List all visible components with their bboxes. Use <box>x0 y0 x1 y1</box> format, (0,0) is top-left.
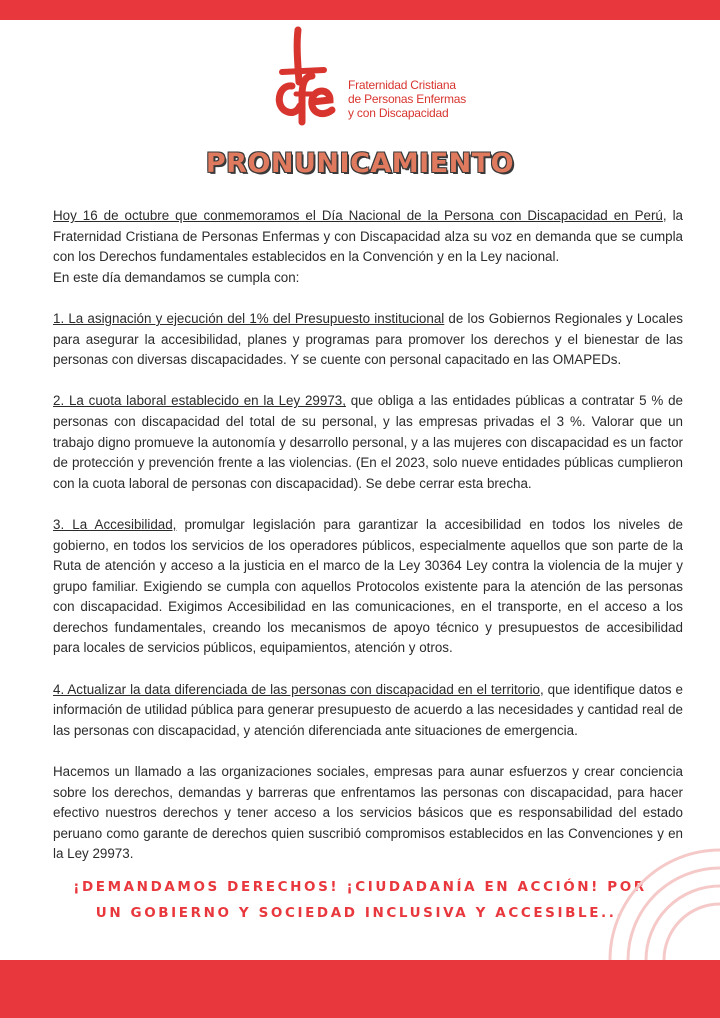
point-text: de los Gobiernos Regionales y Locales para asegurar la accesibilidad, planes y programas para promover los derechos y el bienestar de las personas con diversas discapacidades. Y se cuente con personal capacitado en las OMAPEDs. <box>53 310 683 368</box>
bottom-color-band <box>0 960 720 1018</box>
document-body <box>53 206 683 865</box>
point-text: , que identifique datos e información de utilidad pública para generar presupuesto de acuerdo a las necesidades y cantidad real de las personas con discapacidad, y atención diferenciada ante situaciones de emergencia. <box>53 681 683 738</box>
cfe-logo-mark-icon <box>268 26 348 126</box>
slogan <box>60 874 660 926</box>
slogan-line: ¡DEMANDAMOS DERECHOS! ¡CIUDADANÍA EN ACCIÓN! POR <box>73 879 647 895</box>
organization-logo <box>268 26 468 126</box>
closing-paragraph: Hacemos un llamado a las organizaciones sociales, empresas para aunar esfuerzos y crear conciencia sobre los derechos, demandas y barreras que enfrentamos las personas con discapacidad, para hacer efectivo nuestros derechos y tener acceso a los servicios básicos que es responsabilidad del estado peruano como garante de derechos quien suscribió compromisos establecidos en las Convenciones y en la Ley 29973. <box>53 764 683 862</box>
point-heading: 4. Actualizar la data diferenciada de las personas con discapacidad en el territorio <box>53 681 540 697</box>
demand-point-1 <box>53 309 683 371</box>
document-title: PRONUNICAMIENTO <box>205 148 515 179</box>
logo-line: y con Discapacidad <box>348 106 449 120</box>
logo-line: Fraternidad Cristiana <box>348 78 456 92</box>
logo-line: de Personas Enfermas <box>348 92 467 106</box>
intro-rest: , la Fraternidad Cristiana de Personas Enfermas y con Discapacidad alza su voz en demanda que se cumpla con los Derechos fundamentales establecidos en la Convención y en la Ley nacional. <box>53 208 683 265</box>
point-text: que obliga a las entidades públicas a contratar 5 % de personas con discapacidad del total de su personal, y las empresas privadas el 3 %. Valorar que un trabajo digno promueve la autonomía y desarrollo personal, y a las mujeres con discapacidad es un factor de protección y prevención frente a las violencias. (En el 2023, solo nueve entidades públicas cumplieron con la cuota laboral de personas con discapacidad). Se debe cerrar esta brecha. <box>53 393 683 491</box>
point-heading: 3. La Accesibilidad, <box>53 516 177 532</box>
slogan-line: UN GOBIERNO Y SOCIEDAD INCLUSIVA Y ACCESIBLE... <box>95 905 625 921</box>
top-color-band <box>0 0 720 20</box>
decorative-arcs-icon <box>600 830 720 960</box>
point-heading: 1. La asignación y ejecución del 1% del Presupuesto institucional <box>53 310 445 326</box>
demand-point-3 <box>53 515 683 659</box>
point-heading: 2. La cuota laboral establecido en la Ley 29973, <box>53 393 346 409</box>
intro-line2: En este día demandamos se cumpla con: <box>53 269 300 285</box>
demand-point-2 <box>53 391 683 494</box>
point-text: promulgar legislación para garantizar la accesibilidad en todos los niveles de gobierno, en todos los servicios de los operadores públicos, especialmente aquellos que son parte de la Ruta de atención y acceso a la justicia en el marco de la Ley 30364 Ley contra la violencia de la mujer y grupo familiar. Exigiendo se cumpla con aquellos Protocolos existente para la atención de las personas con discapacidad. Exigimos Accesibilidad en las comunicaciones, en el transporte, en el acceso a los derechos fundamentales, creando los mecanismos de apoyo técnico y presupuestos de accesibilidad para locales de servicios públicos, equipamientos, atención y otros. <box>53 516 683 656</box>
logo-text <box>348 78 478 120</box>
intro-paragraph <box>53 206 683 288</box>
demand-point-4 <box>53 680 683 742</box>
intro-underlined: Hoy 16 de octubre que conmemoramos el Día Nacional de la Persona con Discapacidad en Perú <box>53 208 663 223</box>
